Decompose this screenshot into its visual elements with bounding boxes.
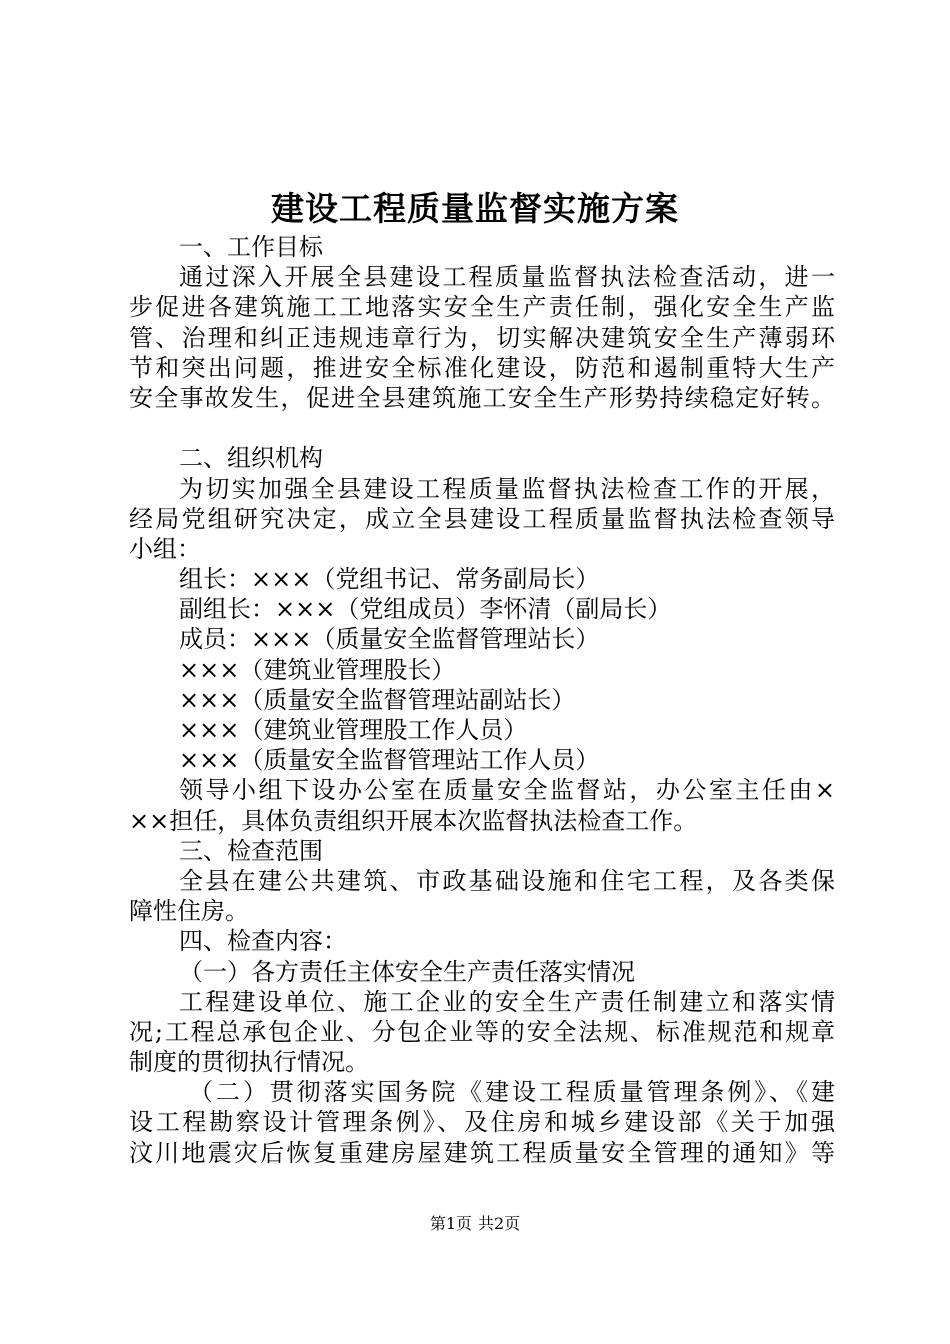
text-line: 管、治理和纠正违规违章行为，切实解决建筑安全生产薄弱环 <box>129 323 835 352</box>
text-line: 节和突出问题，推进安全标准化建设，防范和遏制重特大生产 <box>129 353 835 382</box>
text-line: 障性住房。 <box>129 897 249 926</box>
text-line: ××担任，具体负责组织开展本次监督执法检查工作。 <box>129 806 698 835</box>
text-line: 通过深入开展全县建设工程质量监督执法检查活动，进一 <box>179 263 835 292</box>
text-line: ×××（建筑业管理股工作人员） <box>179 716 528 744</box>
text-line: ×××（质量安全监督管理站工作人员） <box>179 746 600 775</box>
text-line: ×××（质量安全监督管理站副站长） <box>179 685 576 714</box>
blank-line <box>129 413 835 443</box>
page-total: 共2页 <box>478 1214 521 1233</box>
text-line: 安全事故发生，促进全县建筑施工安全生产形势持续稳定好转。 <box>129 383 835 412</box>
text-line: ×××（建筑业管理股长） <box>179 655 456 684</box>
text-line: 经局党组研究决定，成立全县建设工程质量监督执法检查领导 <box>129 504 835 533</box>
document-title: 建设工程质量监督实施方案 <box>271 189 679 228</box>
text-line: 副组长：×××（党组成员）李怀清（副局长） <box>179 595 672 624</box>
page-footer <box>0 1213 950 1235</box>
text-line: 成员：×××（质量安全监督管理站长） <box>179 625 600 654</box>
text-line: 三、检查范围 <box>179 836 323 865</box>
text-line: 二、组织机构 <box>179 444 323 473</box>
text-line: 一、工作目标 <box>179 233 323 261</box>
text-line: 组长：×××（党组书记、常务副局长） <box>179 565 600 594</box>
text-line: 况;工程总承包企业、分包企业等的安全法规、标准规范和规章 <box>129 1017 835 1046</box>
text-line: （二）贯彻落实国务院《建设工程质量管理条例》、《建 <box>189 1078 835 1107</box>
text-line: 工程建设单位、施工企业的安全生产责任制建立和落实情 <box>179 987 835 1016</box>
text-line: 为切实加强全县建设工程质量监督执法检查工作的开展， <box>179 474 835 503</box>
text-line: 全县在建公共建筑、市政基础设施和住宅工程，及各类保 <box>179 866 835 895</box>
text-line: （一）各方责任主体安全生产责任落实情况 <box>179 957 635 986</box>
text-line: 汶川地震灾后恢复重建房屋建筑工程质量安全管理的通知》等 <box>129 1138 835 1167</box>
text-line: 设工程勘察设计管理条例》、及住房和城乡建设部《关于加强 <box>129 1108 835 1137</box>
text-line: 制度的贯彻执行情况。 <box>129 1048 369 1077</box>
text-line: 步促进各建筑施工工地落实安全生产责任制，强化安全生产监 <box>129 293 835 322</box>
document-body <box>129 232 835 1168</box>
text-line: 小组： <box>129 534 201 563</box>
page-number: 第1页 <box>429 1214 472 1233</box>
text-line: 领导小组下设办公室在质量安全监督站，办公室主任由× <box>179 776 835 805</box>
text-line: 四、检查内容： <box>179 927 347 956</box>
